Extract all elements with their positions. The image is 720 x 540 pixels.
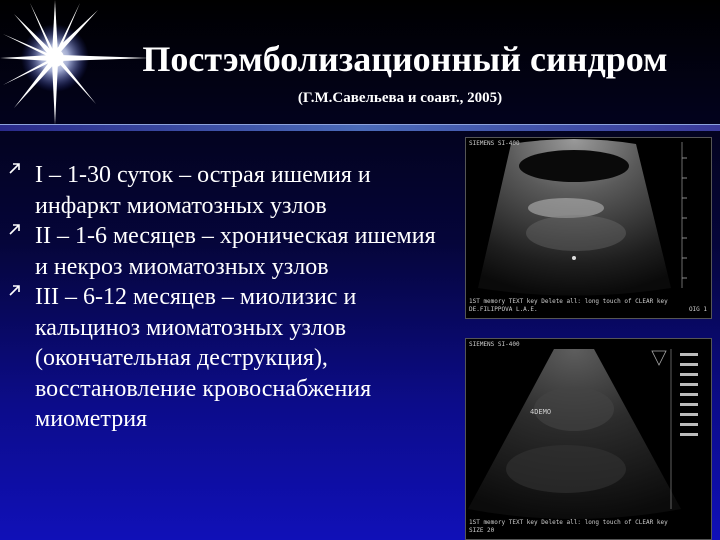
bullet-text: I – 1-30 суток – острая ишемия и инфаркт миоматозных узлов — [35, 162, 371, 219]
bullet-item — [8, 221, 448, 282]
bullet-text: III – 6-12 месяцев – миолизис и кальциноз миоматозных узлов (окончательная деструкция), восстановление кровоснабжения миометрия — [35, 284, 372, 432]
ultrasound-header: SIEMENS SI-400 — [469, 140, 520, 147]
ultrasound-scan-bottom — [466, 339, 711, 539]
slide-title: Постэмболизационный синдром — [142, 39, 668, 79]
arrow-up-right-icon — [8, 283, 22, 297]
ultrasound-label: OIG 1 — [688, 306, 707, 313]
bullet-list — [8, 160, 448, 435]
title-divider — [0, 124, 720, 131]
ultrasound-scan-top — [466, 138, 711, 318]
bullet-item — [8, 160, 448, 221]
ultrasound-footer-line2: SIZE 20 — [469, 527, 495, 534]
bullet-item — [8, 282, 448, 435]
ultrasound-caption: 4DEMO — [530, 408, 552, 416]
ultrasound-image-top — [465, 137, 712, 319]
ultrasound-footer-line2: DE.FILIPPOVA L.A.E. — [469, 306, 538, 313]
ultrasound-footer-line1: 1ST memory TEXT key Delete all: long touch of CLEAR key — [469, 298, 668, 305]
slide-subtitle: (Г.М.Савельева и соавт., 2005) — [297, 90, 503, 106]
bullet-text: II – 1-6 месяцев – хроническая ишемия и некроз миоматозных узлов — [35, 223, 436, 280]
arrow-up-right-icon — [8, 161, 22, 175]
arrow-up-right-icon — [8, 222, 22, 236]
ultrasound-footer-line1: 1ST memory TEXT key Delete all: long touch of CLEAR key — [469, 519, 668, 526]
ultrasound-image-bottom — [465, 338, 712, 540]
ultrasound-header: SIEMENS SI-400 — [469, 341, 520, 348]
